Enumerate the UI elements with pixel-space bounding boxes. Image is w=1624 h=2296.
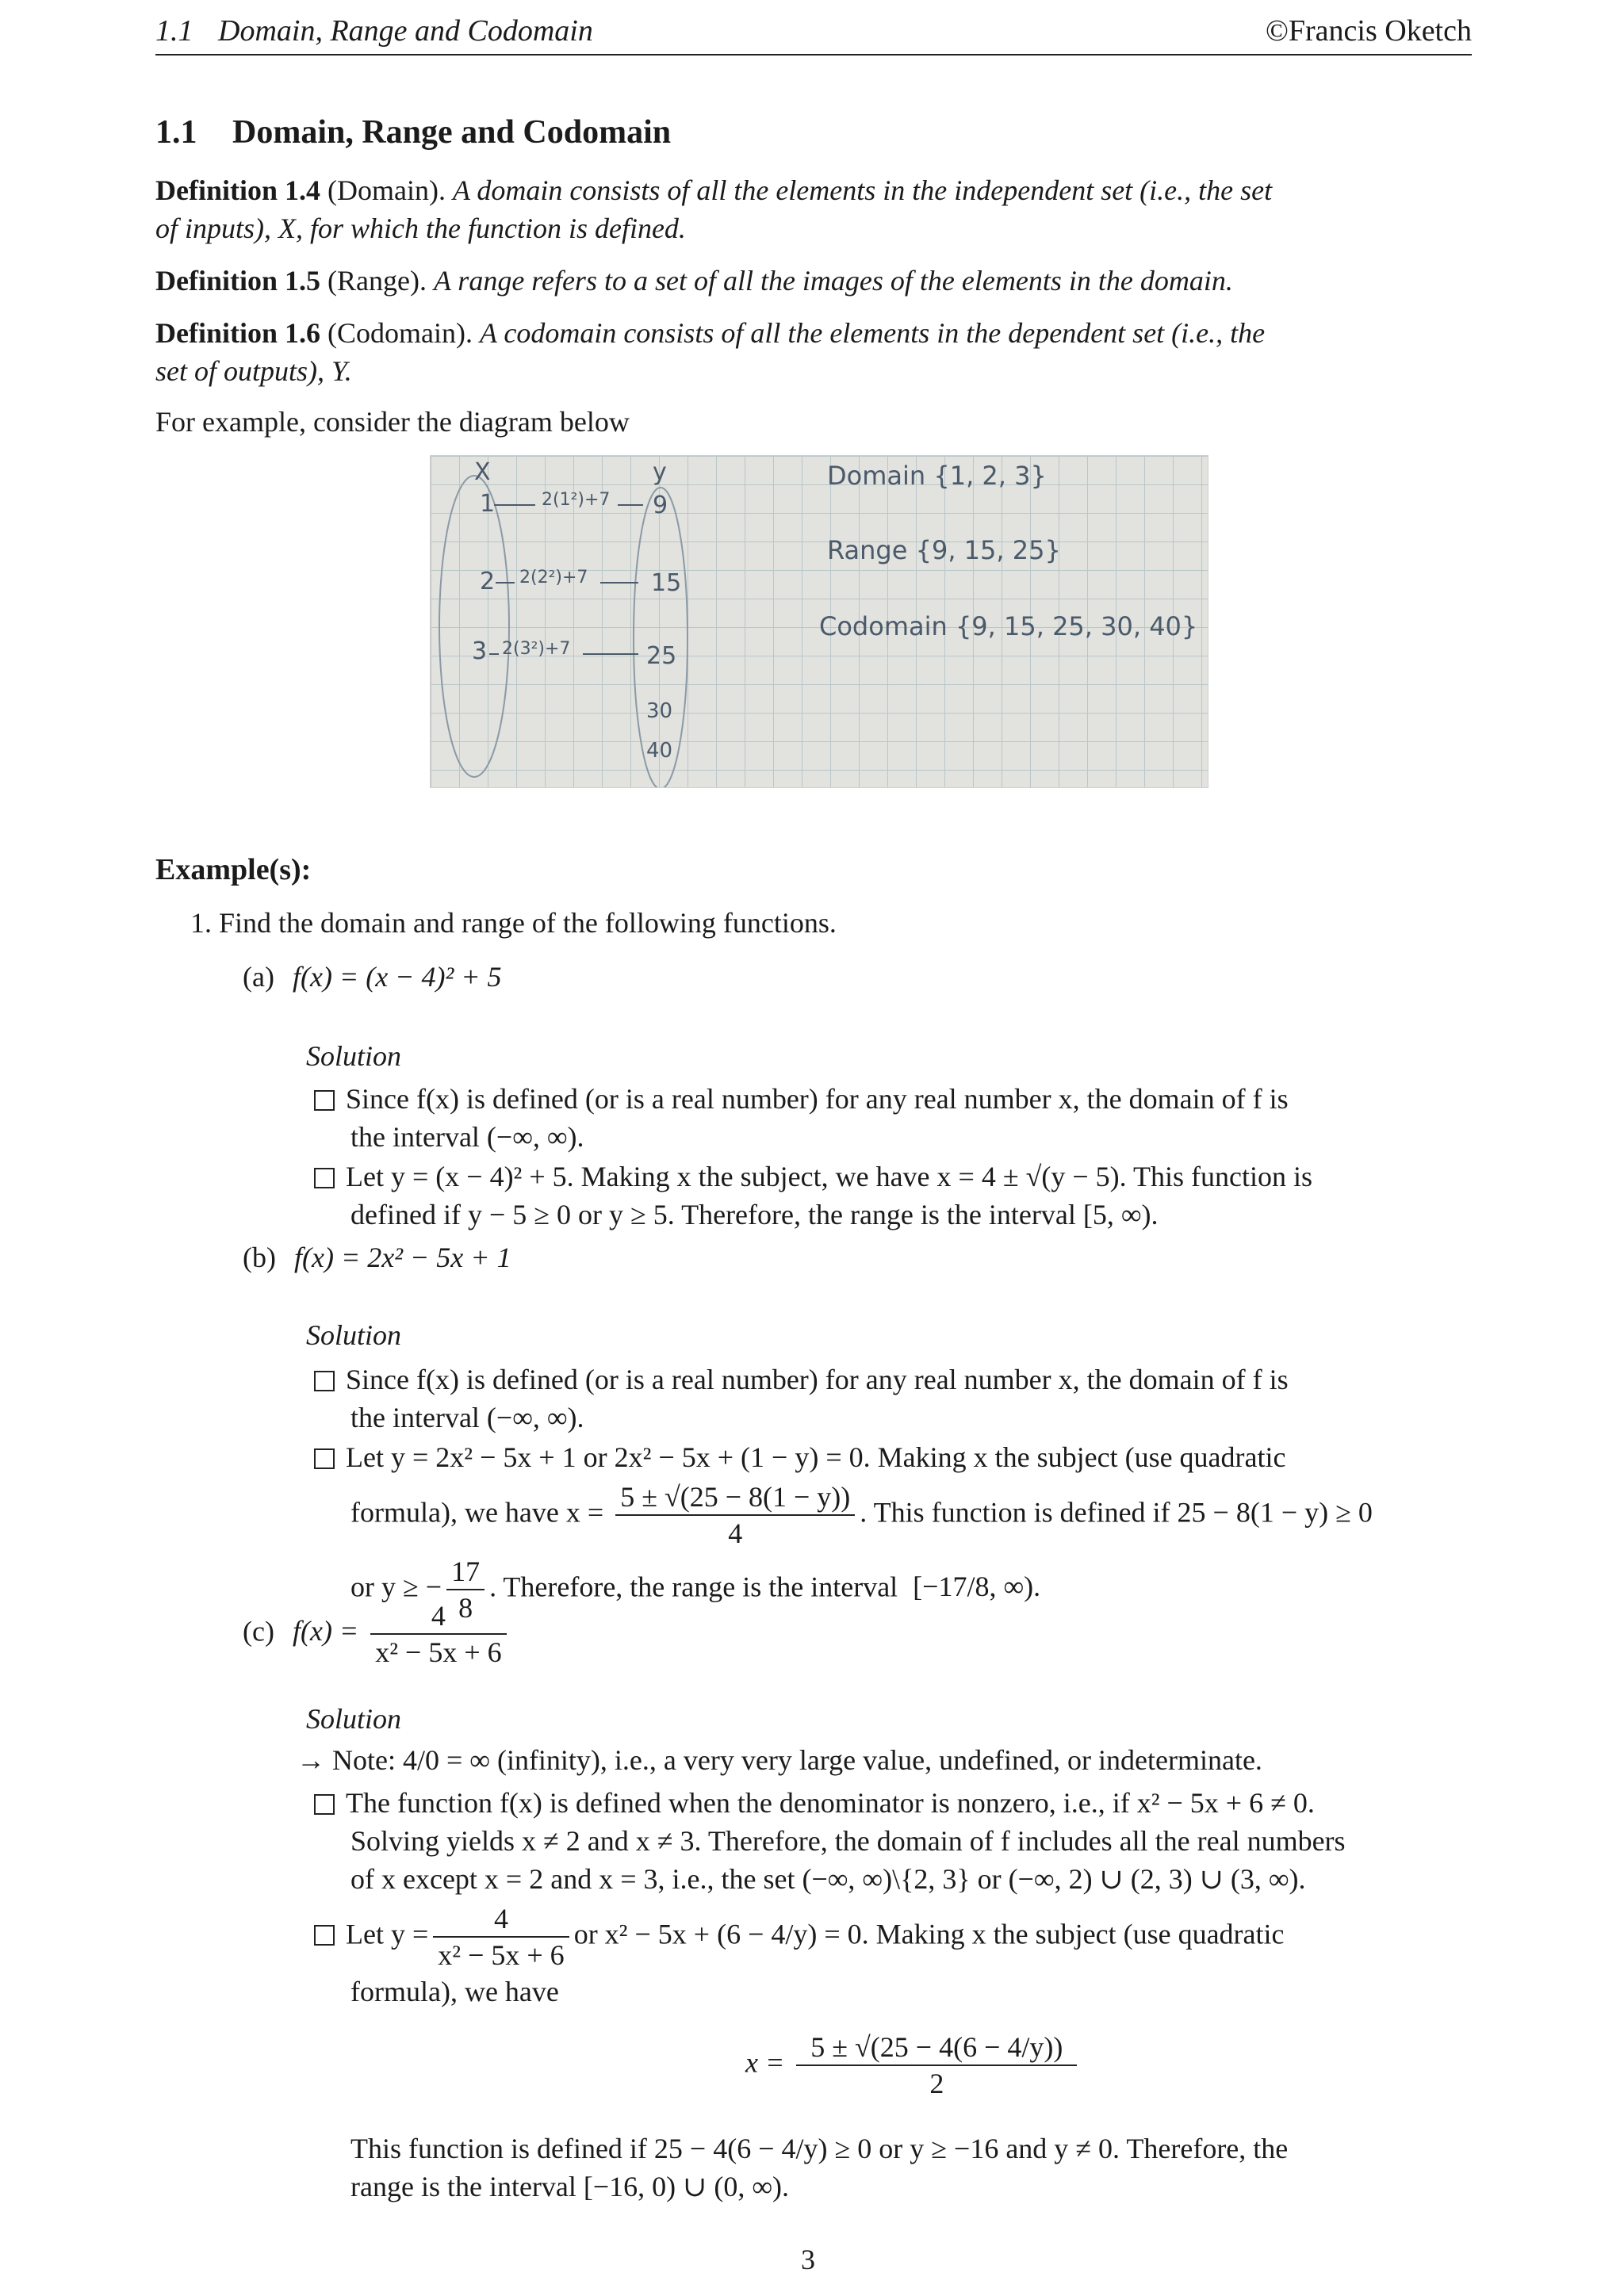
step-text: formula), we have (350, 1976, 559, 2007)
mapping-expression: 2(2²)+7 (519, 568, 588, 587)
display-fraction (796, 2030, 1077, 2101)
fraction-numerator: 4 (370, 1598, 506, 1635)
step-text: This function is defined if 25 − 4(6 − 4/y) ≥ 0 or y ≥ −16 and y ≠ 0. Therefore, the (350, 2133, 1289, 2164)
part-label: (c) (243, 1615, 274, 1647)
label-y: y (653, 458, 667, 486)
y-value-extra: 30 (646, 699, 673, 723)
fraction-denominator: x² − 5x + 6 (375, 1636, 502, 1668)
step-text: Let y = 2x² − 5x + 1 or 2x² − 5x + (1 − y) = 0. Making x the subject (use quadratic (346, 1441, 1286, 1473)
step-text: Let y = (x − 4)² + 5. Making x the subject, we have x = 4 ± √(y − 5). This function is (346, 1161, 1312, 1192)
checkbox-icon (314, 1448, 335, 1469)
section-heading (155, 111, 671, 154)
graph-paper-drawing (431, 456, 1208, 787)
fraction-numerator: 4 (433, 1901, 569, 1938)
diagram-range-text: Range {9, 15, 25} (827, 535, 1061, 565)
diagram-codomain-text: Codomain {9, 15, 25, 30, 40} (819, 611, 1198, 641)
section-number: 1.1 (155, 114, 197, 151)
page-number: 3 (801, 2244, 815, 2275)
y-fraction (433, 1901, 569, 1973)
definition-label: Definition 1.6 (155, 317, 321, 349)
checkbox-icon (314, 1925, 335, 1946)
step-text: formula), we have x = (350, 1496, 604, 1529)
header-copyright: ©Francis Oketch (1266, 14, 1472, 48)
solution-label: Solution (306, 1040, 402, 1072)
display-equation (745, 2030, 1082, 2101)
header-section-number: 1.1 (155, 14, 193, 48)
step-text: the interval (−∞, ∞). (350, 1121, 584, 1153)
step-text: range is the interval [−16, 0) ∪ (0, ∞). (350, 2171, 789, 2202)
y-value: 9 (653, 492, 668, 519)
part-label: (b) (243, 1242, 276, 1273)
part-c (243, 1598, 511, 1670)
y-value: 15 (651, 569, 682, 597)
solution-label: Solution (306, 1319, 402, 1351)
definition-text: A codomain consists of all the elements in the dependent set (i.e., the (480, 317, 1266, 349)
part-a (243, 958, 502, 996)
running-header-left (155, 11, 593, 51)
step-formula-line (314, 1479, 1475, 1551)
definition-text-cont: set of outputs), Y. (155, 355, 352, 387)
step-text: Since f(x) is defined (or is a real number) for any real number x, the domain of f is (346, 1364, 1289, 1395)
solution-label: Solution (306, 1703, 402, 1735)
y-value: 25 (646, 642, 677, 670)
fraction-numerator: 5 ± √(25 − 8(1 − y)) (615, 1479, 855, 1516)
fraction-denominator: x² − 5x + 6 (438, 1939, 565, 1971)
definition-domain (155, 171, 1475, 247)
diagram-domain-text: Domain {1, 2, 3} (827, 461, 1047, 491)
solution-step (314, 1360, 1475, 1437)
definition-label: Definition 1.5 (155, 265, 321, 297)
fraction-numerator: 5 ± √(25 − 4(6 − 4/y)) (796, 2030, 1077, 2066)
domain-range-photo (430, 455, 1208, 788)
part-b (243, 1238, 511, 1276)
mapping-expression: 2(1²)+7 (542, 490, 611, 510)
intro-text: For example, consider the diagram below (155, 406, 630, 438)
section-title: Domain, Range and Codomain (232, 114, 672, 151)
x-value: 2 (480, 568, 496, 595)
definition-name: (Range). (327, 265, 427, 297)
solution-step (314, 1784, 1475, 1898)
definition-range (155, 262, 1475, 300)
fraction-denominator: 2 (929, 2068, 944, 2099)
examples-heading: Example(s): (155, 853, 312, 886)
solution-step (314, 1080, 1475, 1156)
definition-name: (Codomain). (327, 317, 473, 349)
definition-name: (Domain). (327, 174, 446, 206)
step-text: or x² − 5x + (6 − 4/y) = 0. Making x the subject (use quadratic (573, 1918, 1285, 1950)
equation-lhs: x = (745, 2046, 785, 2079)
step-text: of x except x = 2 and x = 3, i.e., the set (−∞, ∞)\{2, 3} or (−∞, 2) ∪ (2, 3) ∪ (3, ∞). (350, 1863, 1306, 1895)
y-value-extra: 40 (646, 739, 673, 763)
question-1: 1. Find the domain and range of the following functions. (190, 907, 837, 939)
step-text: Solving yields x ≠ 2 and x ≠ 3. Therefore, the domain of f includes all the real numbers (350, 1825, 1346, 1857)
x-value: 3 (472, 637, 488, 665)
function-definition: f(x) = 2x² − 5x + 1 (293, 1242, 511, 1273)
fraction-denominator: 8 (458, 1592, 473, 1624)
solution-conclusion (350, 2130, 1475, 2206)
range-interval: [−17/8, ∞). (913, 1571, 1041, 1603)
definition-label: Definition 1.4 (155, 174, 321, 206)
checkbox-icon (314, 1794, 335, 1815)
definition-text-cont: of inputs), X, for which the function is defined. (155, 212, 686, 244)
header-section-title: Domain, Range and Codomain (218, 14, 593, 48)
function-fraction (370, 1598, 506, 1670)
part-label: (a) (243, 961, 274, 993)
step-text: Since f(x) is defined (or is a real number) for any real number x, the domain of f is (346, 1083, 1289, 1115)
step-text: the interval (−∞, ∞). (350, 1402, 584, 1433)
x-value: 1 (480, 490, 496, 518)
step-text: The function f(x) is defined when the denominator is nonzero, i.e., if x² − 5x + 6 ≠ 0. (346, 1787, 1315, 1819)
mapping-expression: 2(3²)+7 (502, 639, 571, 659)
solution-step (314, 1901, 1475, 2011)
label-x: X (474, 458, 491, 486)
solution-note: → Note: 4/0 = ∞ (infinity), i.e., a very very large value, undefined, or indeterminate. (297, 1744, 1262, 1776)
quadratic-fraction (615, 1479, 855, 1551)
solution-step (314, 1158, 1475, 1234)
step-text: Let y = (346, 1918, 429, 1950)
definition-text: A range refers to a set of all the images of the elements in the domain. (433, 265, 1233, 297)
fraction-numerator: 17 (446, 1554, 485, 1590)
checkbox-icon (314, 1090, 335, 1111)
checkbox-icon (314, 1168, 335, 1188)
definition-text: A domain consists of all the elements in the independent set (i.e., the set (452, 174, 1273, 206)
header-rule (155, 54, 1472, 55)
function-definition: f(x) = (x − 4)² + 5 (292, 961, 502, 993)
fraction-denominator: 4 (728, 1517, 743, 1549)
step-text: defined if y − 5 ≥ 0 or y ≥ 5. Therefore, the range is the interval [5, ∞). (350, 1199, 1159, 1230)
step-text: or y ≥ − (350, 1571, 442, 1603)
definition-codomain (155, 314, 1475, 390)
solution-step (314, 1438, 1475, 1625)
step-text: . Therefore, the range is the interval (489, 1571, 898, 1603)
checkbox-icon (314, 1371, 335, 1391)
step-text: . This function is defined if 25 − 8(1 − y) ≥ 0 (860, 1496, 1373, 1529)
function-definition: f(x) = (292, 1615, 359, 1647)
